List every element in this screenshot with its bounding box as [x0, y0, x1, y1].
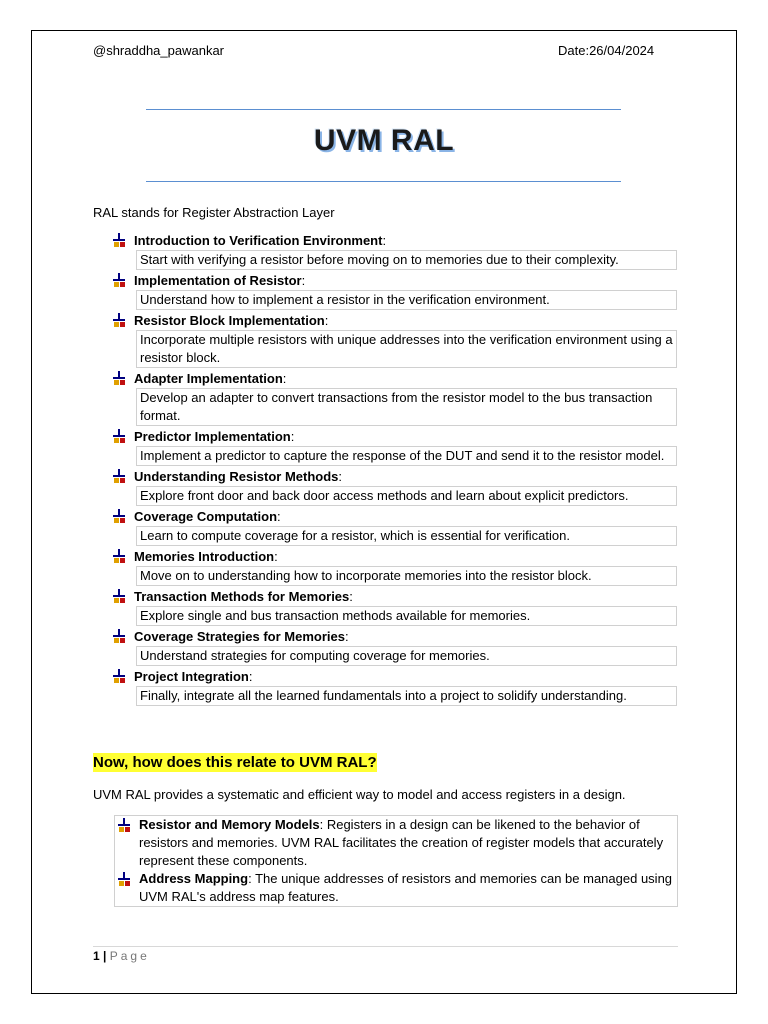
topic-description: Explore single and bus transaction methods available for memories. [136, 606, 677, 626]
document-date: Date:26/04/2024 [558, 43, 655, 58]
topic-item [112, 467, 682, 506]
relation-point-title: Resistor and Memory Models [139, 817, 320, 832]
arrow-bullet-icon [112, 313, 126, 327]
arrow-bullet-icon [112, 469, 126, 483]
topic-item [112, 547, 682, 586]
intro-text: RAL stands for Register Abstraction Layer [93, 205, 335, 220]
arrow-bullet-icon [112, 549, 126, 563]
title-top-rule [146, 109, 621, 110]
topic-title-text: Introduction to Verification Environment [134, 233, 383, 248]
topic-title-text: Coverage Computation [134, 509, 278, 524]
topic-description: Understand how to implement a resistor in the verification environment. [136, 290, 677, 310]
arrow-bullet-icon [117, 818, 131, 832]
topic-title-text: Resistor Block Implementation [134, 313, 325, 328]
title-bottom-rule [146, 181, 621, 182]
topic-description: Develop an adapter to convert transactions from the resistor model to the bus transaction format. [136, 388, 677, 426]
points-box [114, 815, 678, 907]
relation-point [115, 816, 677, 870]
topic-list [112, 231, 682, 707]
topic-title-text: Adapter Implementation [134, 371, 283, 386]
topic-item [112, 231, 682, 270]
topic-title [134, 667, 682, 686]
arrow-bullet-icon [112, 233, 126, 247]
topic-title-suffix: : [344, 629, 349, 644]
arrow-bullet-icon [112, 629, 126, 643]
topic-item [112, 369, 682, 426]
topic-title [134, 271, 682, 290]
document-title: UVM RAL [313, 124, 455, 157]
topic-title [134, 369, 682, 388]
relation-point-title: Address Mapping [139, 871, 249, 886]
topic-title-suffix: : [324, 313, 329, 328]
page-number: 1 [93, 949, 100, 963]
topic-description: Understand strategies for computing coverage for memories. [136, 646, 677, 666]
topic-description: Implement a predictor to capture the response of the DUT and send it to the resistor model. [136, 446, 677, 466]
topic-item [112, 627, 682, 666]
author-handle: @shraddha_pawankar [93, 43, 225, 58]
topic-title-text: Understanding Resistor Methods [134, 469, 339, 484]
topic-item [112, 427, 682, 466]
relation-point-text: : Registers in a design can be likened to the behavior of resistors and memories. UVM RAL facilitates the creation of register models that accurately represent these components. [139, 817, 664, 868]
topic-title-suffix: : [282, 371, 287, 386]
topic-title-text: Transaction Methods for Memories [134, 589, 350, 604]
section-heading: Now, how does this relate to UVM RAL? [93, 754, 377, 771]
topic-title-suffix: : [338, 469, 343, 484]
arrow-bullet-icon [112, 371, 126, 385]
topic-description: Explore front door and back door access methods and learn about explicit predictors. [136, 486, 677, 506]
topic-title [134, 587, 682, 606]
topic-title-suffix: : [349, 589, 353, 604]
arrow-bullet-icon [112, 669, 126, 683]
topic-item [112, 587, 682, 626]
topic-title-text: Predictor Implementation [134, 429, 291, 444]
arrow-bullet-icon [112, 589, 126, 603]
topic-title-suffix: : [277, 509, 281, 524]
topic-title-text: Memories Introduction [134, 549, 275, 564]
page-label: Page [109, 949, 150, 963]
section-paragraph: UVM RAL provides a systematic and efficient way to model and access registers in a design. [93, 787, 626, 802]
relation-point-text: : The unique addresses of resistors and memories can be managed using UVM RAL's address map features. [139, 871, 673, 904]
topic-title-suffix: : [301, 273, 306, 288]
topic-description: Incorporate multiple resistors with unique addresses into the verification environment using a resistor block. [136, 330, 677, 368]
topic-title [134, 231, 682, 250]
page-footer [93, 949, 150, 963]
topic-title-text: Coverage Strategies for Memories [134, 629, 345, 644]
topic-title-text: Implementation of Resistor [134, 273, 302, 288]
topic-description: Finally, integrate all the learned fundamentals into a project to solidify understanding. [136, 686, 677, 706]
arrow-bullet-icon [117, 872, 131, 886]
topic-title [134, 427, 682, 446]
topic-title [134, 467, 682, 486]
topic-item [112, 311, 682, 368]
topic-item [112, 667, 682, 706]
topic-title [134, 507, 682, 526]
topic-description: Learn to compute coverage for a resistor, which is essential for verification. [136, 526, 677, 546]
topic-title [134, 627, 682, 646]
arrow-bullet-icon [112, 509, 126, 523]
topic-title-suffix: : [290, 429, 295, 444]
page-separator: | [99, 949, 110, 963]
topic-title-suffix: : [274, 549, 278, 564]
topic-title [134, 311, 682, 330]
topic-title-suffix: : [248, 669, 253, 684]
topic-item [112, 271, 682, 310]
topic-description: Start with verifying a resistor before moving on to memories due to their complexity. [136, 250, 677, 270]
relation-point [115, 870, 677, 906]
arrow-bullet-icon [112, 429, 126, 443]
topic-title-suffix: : [382, 233, 387, 248]
topic-title [134, 547, 682, 566]
arrow-bullet-icon [112, 273, 126, 287]
footer-rule [93, 946, 678, 947]
topic-description: Move on to understanding how to incorporate memories into the resistor block. [136, 566, 677, 586]
topic-item [112, 507, 682, 546]
topic-title-text: Project Integration [134, 669, 249, 684]
